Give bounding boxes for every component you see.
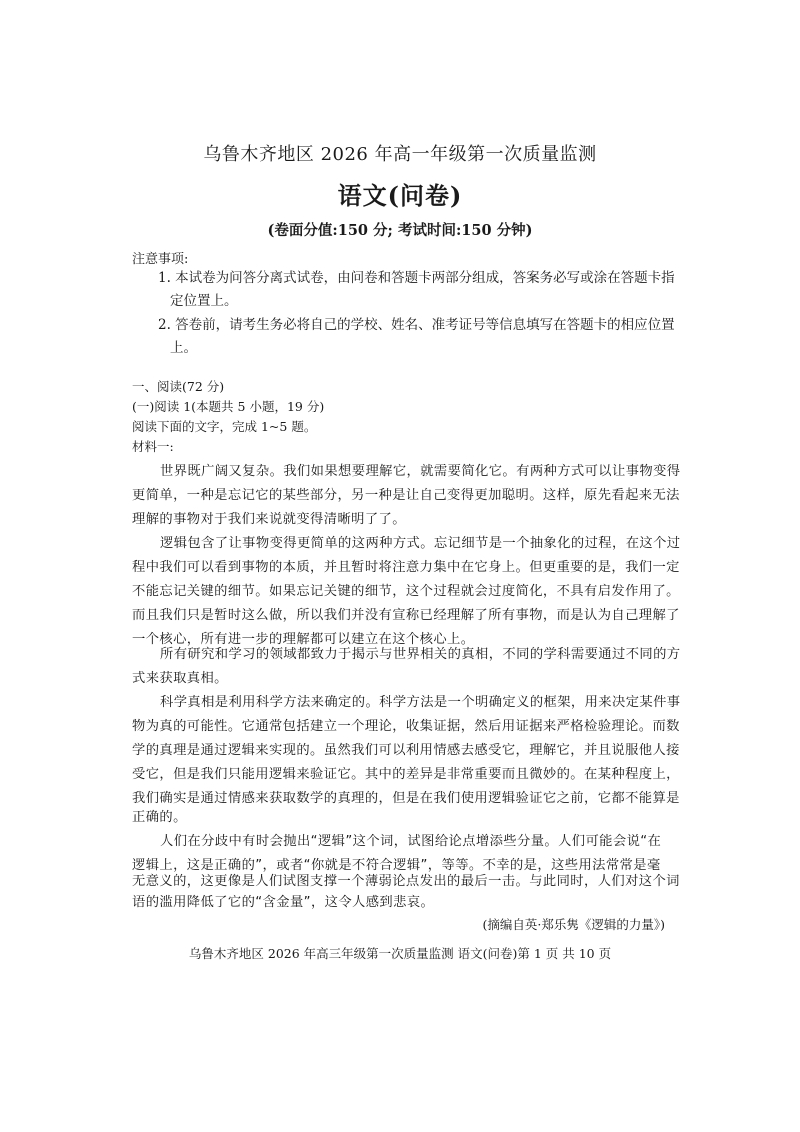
passage-line: 而且我们只是暂时这么做，所以我们并没有宣称已经理解了所有事物，而是认为自己理解了 [132,608,680,623]
passage-line: 人们在分歧中有时会抛出“逻辑”这个词，试图给论点增添些分量。人们可能会说“在 [160,834,662,849]
passage-line: 不能忘记关键的细节。如果忘记关键的细节，这个过程就会过度简化，不具有启发作用了。 [132,584,680,599]
passage-line: 所有研究和学习的领域都致力于揭示与世界相关的真相，不同的学科需要通过不同的方 [160,647,681,662]
note-line: 2. 答卷前，请考生务必将自己的学校、姓名、准考证号等信息填写在答题卡的相应位置 [158,317,675,333]
passage-line: 理解的事物对于我们来说就变得清晰明了了。 [132,512,406,527]
passage-line: 式来获取真相。 [132,671,228,686]
page-footer: 乌鲁木齐地区 2026 年高三年级第一次质量监测 语文(问卷)第 1 页 共 10 页 [188,946,612,961]
passage-line: 科学真相是利用科学方法来确定的。科学方法是一个明确定义的框架，用来决定某件事 [160,695,681,710]
exam-title: 乌鲁木齐地区 2026 年高一年级第一次质量监测 [203,144,597,165]
passage-line: 一个核心，所有进一步的理解都可以建立在这个核心上。 [132,632,475,647]
note-line: 上。 [170,340,197,356]
passage-line: 受它，但是我们只能用逻辑来验证它。其中的差异是非常重要而且微妙的。在某种程度上， [132,767,680,782]
passage-line: 程中我们可以看到事物的本质，并且暂时将注意力集中在它身上。但更重要的是，我们一定 [132,560,680,575]
passage-line: 正确的。 [132,810,187,825]
passage-line: 逻辑包含了让事物变得更简单的这两种方式。忘记细节是一个抽象化的过程，在这个过 [160,536,681,551]
sub-heading: (一)阅读 1(本题共 5 小题，19 分) [132,399,325,414]
note-line: 定位置上。 [170,293,238,309]
instruction: 阅读下面的文字，完成 1~5 题。 [132,419,317,434]
notes-heading: 注意事项: [132,252,189,267]
passage-source: (摘编自英·郑乐隽《逻辑的力量》) [482,917,665,932]
passage-line: 物为真的可能性。它通常包括建立一个理论，收集证据，然后用证据来严格检验理论。而数 [132,719,680,734]
passage-line: 学的真理是通过逻辑来实现的。虽然我们可以利用情感去感受它，理解它，并且说服他人接 [132,743,680,758]
passage-line: 无意义的，这更像是人们试图支撑一个薄弱论点发出的最后一击。与此同时，人们对这个词 [132,874,680,889]
exam-info: (卷面分值:150 分; 考试时间:150 分钟) [267,222,533,239]
passage-line: 我们确实是通过情感来获取数学的真理的，但是在我们使用逻辑验证它之前，它都不能算是 [132,791,680,806]
passage-line: 世界既广阔又复杂。我们如果想要理解它，就需要简化它。有两种方式可以让事物变得 [160,464,681,479]
passage-line: 逻辑上，这是正确的”，或者“你就是不符合逻辑”，等等。不幸的是，这些用法常常是毫 [132,858,661,873]
subject-title: 语文(问卷) [337,181,463,210]
material-label: 材料一: [132,439,174,454]
passage-line: 语的滥用降低了它的“含金量”，这令人感到悲哀。 [132,895,435,910]
passage-line: 更简单，一种是忘记它的某些部分，另一种是让自己变得更加聪明。这样，原先看起来无法 [132,488,680,503]
part-heading: 一、阅读(72 分) [132,379,225,394]
note-line: 1. 本试卷为问答分离式试卷，由问卷和答题卡两部分组成，答案务必写或涂在答题卡指 [158,270,675,286]
